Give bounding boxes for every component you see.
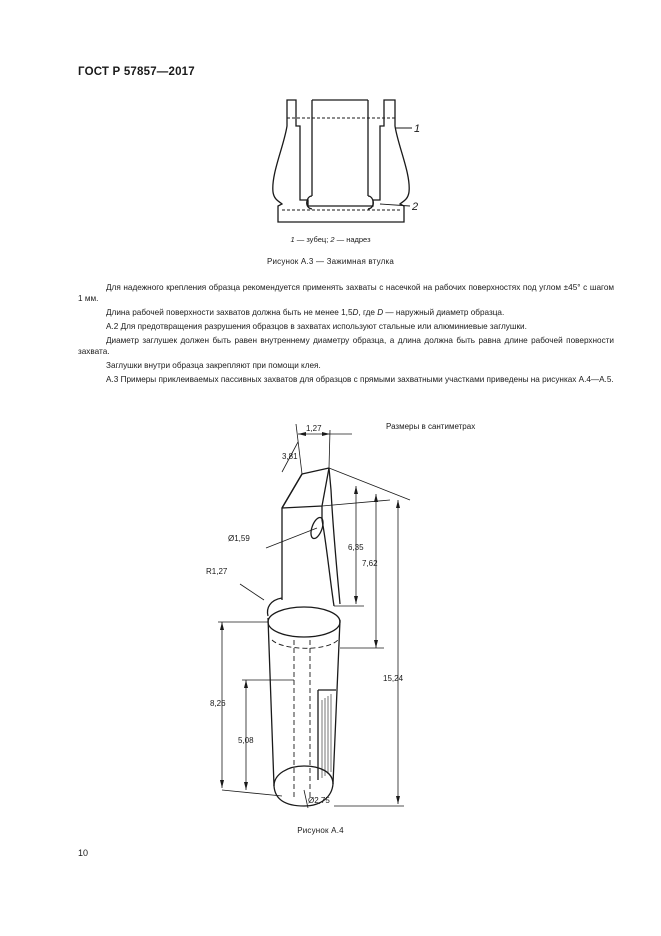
- dim-1-27: 1,27: [306, 424, 322, 433]
- legend-2-text: — надрез: [334, 235, 371, 244]
- dim-3-81: 3,81: [282, 452, 298, 461]
- dim-diameter-2-75: Ø2,75: [308, 796, 330, 805]
- callout-1: 1: [414, 123, 421, 135]
- legend-1-text: — зубец;: [294, 235, 331, 244]
- callout-2: 2: [412, 201, 419, 213]
- dim-radius-1-27: R1,27: [206, 567, 228, 576]
- dim-6-35: 6,35: [348, 543, 364, 552]
- dim-7-62: 7,62: [362, 559, 378, 568]
- legend-1-number: 1: [290, 235, 295, 244]
- paragraph-2: Длина рабочей поверхности захватов должна быть не менее 1,5D, где D — наружный диаметр образца.: [106, 308, 505, 317]
- dim-8-26: 8,26: [210, 699, 226, 708]
- dim-15-24: 15,24: [383, 674, 404, 683]
- paragraph-4: Диаметр заглушек должен быть равен внутреннему диаметру образца, а длина должна быть равна длине рабочей поверхности захвата.: [78, 336, 614, 356]
- paragraph-5: Заглушки внутри образца закрепляют при помощи клея.: [106, 361, 321, 370]
- units-note: Размеры в сантиметрах: [386, 422, 476, 431]
- dim-hole-1-59: Ø1,59: [228, 534, 250, 543]
- page-number: 10: [78, 848, 89, 858]
- figure-a4-caption: Рисунок А.4: [297, 826, 344, 835]
- document-header: ГОСТ Р 57857—2017: [78, 66, 195, 78]
- dim-5-08: 5,08: [238, 736, 254, 745]
- paragraph-6: А.3 Примеры приклеиваемых пассивных захватов для образцов с прямыми захватными участками приведены на рисунках А.4—А.5.: [106, 375, 614, 384]
- paragraph-3: А.2 Для предотвращения разрушения образцов в захватах используют стальные или алюминиевые заглушки.: [106, 322, 527, 331]
- figure-a3-caption: Рисунок А.3 — Зажимная втулка: [266, 257, 395, 266]
- legend-2-number: 2: [330, 235, 335, 244]
- paragraph-1: Для надежного крепления образца рекомендуется применять захваты с насечкой на рабочих поверхностях под углом ±45° с шагом 1 мм.: [78, 283, 614, 303]
